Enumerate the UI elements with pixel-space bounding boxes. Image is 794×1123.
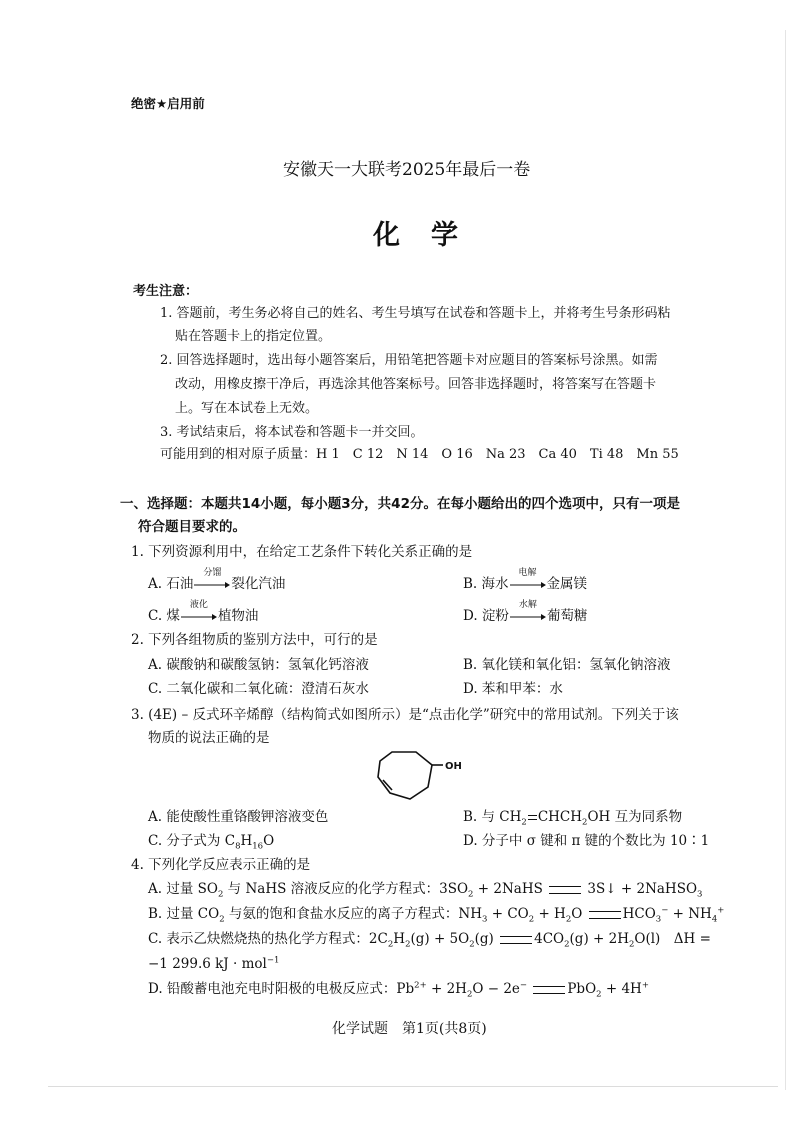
q4-d-t2: + 2H: [426, 981, 467, 997]
notice-item-1-line-2: 贴在答题卡上的指定位置。: [175, 329, 332, 344]
q1-a-condition: 分馏: [203, 567, 222, 578]
q3-c-text-3: O: [263, 833, 275, 849]
q3-b-text-1: B. 与 CH: [463, 809, 522, 825]
q4-option-b: [148, 905, 724, 924]
q4-c-t4: (g): [474, 931, 499, 947]
q3-b-sub-2: 2: [582, 817, 588, 828]
q1-a-prefix: A. 石油: [148, 576, 194, 592]
q4-stem: 4. 下列化学反应表示正确的是: [131, 857, 311, 873]
subject-title: 化 学: [373, 220, 460, 251]
q4-c-l2-text: −1 299.6 kJ · mol: [148, 956, 267, 972]
q3-stem-line-1: 3. (4E) – 反式环辛烯醇（结构简式如图所示）是“点击化学”研究中的常用试剂。下列关于该: [131, 707, 679, 723]
q4-d-s1: 2: [466, 989, 473, 1000]
q4-b-s5: 3: [655, 914, 662, 925]
notice-item-2-line-1: 2. 回答选择题时，选出每小题答案后，用铅笔把答题卡对应题目的答案标号涂黑。如需: [160, 353, 658, 368]
q4-b-t5: O: [571, 906, 587, 922]
q4-c-t1: C. 表示乙炔燃烧热的热化学方程式：2C: [148, 931, 388, 947]
page-edge-bottom: [48, 1086, 778, 1087]
q1-b-arrow-icon: [510, 567, 546, 591]
q1-d-product: 葡萄糖: [546, 608, 588, 624]
q4-b-s3: 2: [528, 914, 535, 925]
equals-sign-icon: [589, 911, 621, 919]
confidential-label: 绝密★启用前: [131, 96, 205, 111]
q4-d-t4: [527, 981, 531, 997]
q4-d-sup2: −: [519, 980, 528, 991]
q1-c-arrow-icon: [181, 599, 217, 623]
q1-b-condition: 电解: [518, 567, 537, 578]
q4-a-t4: 3S↓ + 2NaHSO: [583, 881, 698, 897]
structure-oh-label: OH: [445, 761, 462, 772]
q4-option-d: [148, 980, 649, 999]
section-1-line-2: 符合题目要求的。: [138, 519, 246, 535]
q2-option-a: A. 碳酸钠和碳酸氢钠：氢氧化钙溶液: [148, 657, 369, 673]
q4-b-sup1: −: [661, 905, 669, 916]
q1-b-product: 金属镁: [546, 576, 588, 592]
q4-a-s1: 2: [217, 889, 224, 900]
q4-c-t3: (g) + 5O: [410, 931, 470, 947]
q4-c-s5: 2: [628, 939, 635, 950]
q4-d-sup1: 2+: [414, 980, 427, 991]
q1-option-b: [463, 567, 588, 594]
q1-d-prefix: D. 淀粉: [463, 608, 509, 624]
q1-c-product: 植物油: [217, 608, 259, 624]
q4-option-c-line-2: [148, 955, 279, 974]
q3-c-sub-1: 8: [235, 841, 241, 852]
q4-a-t1: A. 过量 SO: [148, 881, 218, 897]
page-footer: 化学试题 第1页(共8页): [332, 1021, 487, 1037]
q4-b-t2: 与氨的饱和食盐水反应的离子方程式：NH: [224, 906, 483, 922]
q4-c-s3: 2: [469, 939, 475, 950]
equals-sign-icon: [533, 986, 565, 994]
q2-stem: 2. 下列各组物质的鉴别方法中，可行的是: [131, 632, 378, 648]
q4-b-t6: HCO: [622, 906, 656, 922]
q1-option-c: [148, 599, 259, 626]
notice-heading: 考生注意：: [133, 284, 199, 299]
q1-b-prefix: B. 海水: [463, 576, 509, 592]
q4-d-t1: D. 铅酸蓄电池充电时阳极的电极反应式：Pb: [148, 981, 415, 997]
cyclooctenol-structure: [370, 745, 470, 805]
double-bond-icon: [528, 815, 537, 820]
atomic-masses: 可能用到的相对原子质量：H 1 C 12 N 14 O 16 Na 23 Ca 40 Ti 48 Mn 55: [160, 447, 679, 462]
q3-option-b: [463, 808, 682, 827]
q4-c-s2: 2: [405, 939, 411, 950]
q4-b-s1: 2: [219, 914, 225, 925]
notice-item-2-line-2: 改动，用橡皮擦干净后，再选涂其他答案标号。回答非选择题时，将答案写在答题卡: [175, 377, 657, 392]
q3-c-text-2: H: [240, 833, 253, 849]
q2-option-b: B. 氧化镁和氧化铝：氢氧化钠溶液: [463, 657, 671, 673]
q4-d-s2: 2: [596, 989, 602, 1000]
q4-c-t2: H: [393, 931, 406, 947]
q4-d-t5: PbO: [567, 981, 597, 997]
q3-option-c: [148, 832, 274, 851]
q4-option-c: [148, 930, 711, 949]
q4-b-t3: + CO: [487, 906, 529, 922]
q1-c-prefix: C. 煤: [148, 608, 180, 624]
notice-item-1-line-1: 1. 答题前，考生务必将自己的姓名、考生号填写在试卷和答题卡上，并将考生号条形码粘: [160, 306, 671, 321]
q4-c-t7: O(l) ΔH =: [634, 931, 711, 947]
q3-option-d: D. 分子中 σ 键和 π 键的个数比为 10∶1: [463, 833, 710, 849]
q2-option-c: C. 二氧化碳和二氧化硫：澄清石灰水: [148, 681, 369, 697]
q4-c-s1: 2: [387, 939, 394, 950]
q4-a-t2: 与 NaHS 溶液反应的化学方程式：3SO: [223, 881, 469, 897]
q3-b-sub-1: 2: [521, 817, 527, 828]
q4-b-t4: + H: [534, 906, 566, 922]
q1-d-condition: 水解: [518, 599, 537, 610]
q4-d-sup3: +: [641, 980, 649, 991]
q2-option-d: D. 苯和甲苯：水: [463, 681, 563, 697]
section-1-line-1: 一、选择题：本题共14小题，每小题3分，共42分。在每小题给出的四个选项中，只有一项是: [120, 496, 680, 512]
q4-c-t5: 4CO: [534, 931, 565, 947]
q4-d-t6: + 4H: [601, 981, 642, 997]
q4-b-sup2: +: [717, 905, 725, 916]
q4-c-t6: (g) + 2H: [569, 931, 629, 947]
q3-c-sub-2: 16: [252, 841, 264, 852]
q4-c-l2-sup: −1: [266, 955, 280, 966]
q3-stem-line-2: 物质的说法正确的是: [148, 730, 270, 746]
q3-c-text-1: C. 分子式为 C: [148, 833, 236, 849]
q1-option-d: [463, 599, 588, 626]
q4-b-t1: B. 过量 CO: [148, 906, 220, 922]
q1-d-arrow-icon: [510, 599, 546, 623]
notice-item-3-line-1: 3. 考试结束后，将本试卷和答题卡一并交回。: [160, 425, 424, 440]
q4-b-s2: 3: [482, 914, 488, 925]
q1-stem: 1. 下列资源利用中，在给定工艺条件下转化关系正确的是: [131, 544, 473, 560]
notice-item-2-line-3: 上。写在本试卷上无效。: [175, 401, 319, 416]
q4-b-s4: 2: [565, 914, 572, 925]
page-edge-right: [785, 30, 786, 1090]
q1-a-product: 裂化汽油: [231, 576, 286, 592]
q4-a-t3: + 2NaHS: [473, 881, 548, 897]
q3-b-text-3: OH 互为同系物: [587, 809, 683, 825]
q4-a-s3: 3: [697, 889, 703, 900]
q3-option-a: A. 能使酸性重铬酸钾溶液变色: [148, 809, 329, 825]
q1-a-arrow-icon: [194, 567, 230, 591]
equals-sign-icon: [549, 886, 581, 894]
q4-b-t7: + NH: [668, 906, 712, 922]
q1-c-condition: 液化: [189, 599, 208, 610]
q4-option-a: [148, 880, 702, 899]
q4-a-s2: 2: [468, 889, 474, 900]
q4-c-s4: 2: [564, 939, 570, 950]
exam-title: 安徽天一大联考2025年最后一卷: [283, 160, 531, 180]
q1-option-a: [148, 567, 286, 594]
q4-d-t3: O − 2e: [472, 981, 520, 997]
q4-b-s6: 4: [711, 914, 718, 925]
q3-b-text-2: CHCH: [537, 809, 583, 825]
equals-sign-icon: [500, 936, 532, 944]
